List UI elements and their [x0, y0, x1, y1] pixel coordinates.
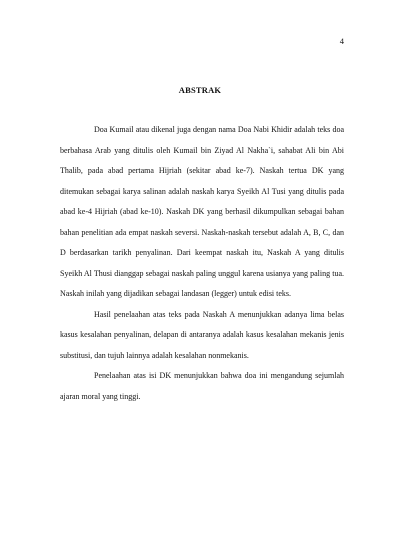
page-number: 4 [339, 36, 344, 46]
paragraph-1: Doa Kumail atau dikenal juga dengan nama Doa Nabi Khidir adalah teks doa berbahasa Arab yang ditulis oleh Kumail bin Ziyad Al Nakha`i, sahabat Ali bin Abi Thalib, pada abad pertama Hijriah (sekitar abad ke-7). Naskah tertua DK yang ditemukan sebagai karya salinan adalah naskah karya Syeikh Al Tusi yang ditulis pada abad ke-4 Hijriah (abad ke-10). Naskah DK yang berhasil dikumpulkan sebagai bahan bahan penelitian ada empat naskah seversi. Naskah-naskah tersebut adalah A, B, C, dan D berdasarkan tarikh penyalinan. Dari keempat naskah itu, Naskah A yang ditulis Syeikh Al Thusi dianggap sebagai naskah paling unggul karena usianya yang paling tua. Naskah inilah yang dijadikan sebagai landasan (legger) untuk edisi teks. [60, 125, 344, 298]
paragraph-3: Penelaahan atas isi DK menunjukkan bahwa doa ini mengandung sejumlah ajaran moral yang tinggi. [60, 371, 344, 401]
paragraph-2: Hasil penelaahan atas teks pada Naskah A menunjukkan adanya lima belas kasus kesalahan penyalinan, delapan di antaranya adalah kasus kesalahan mekanis jenis substitusi, dan tujuh lainnya adalah kesalahan nonmekanis. [60, 309, 344, 360]
abstract-body [60, 120, 344, 407]
page-title: ABSTRAK [178, 85, 222, 95]
